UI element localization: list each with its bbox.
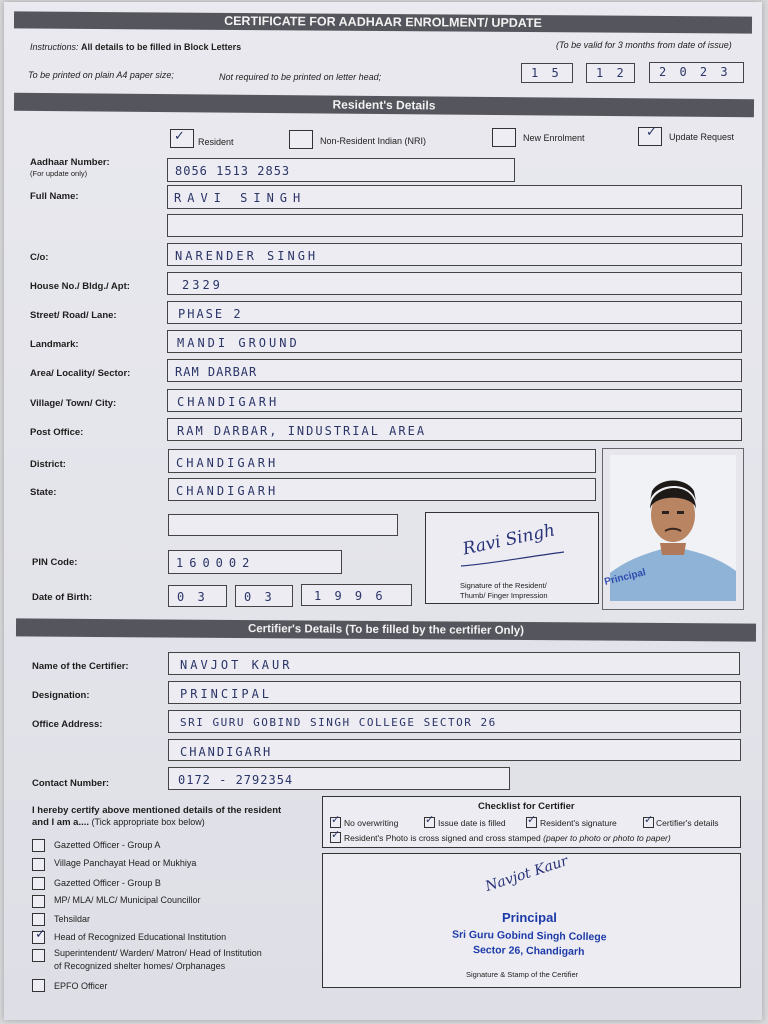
post-office-label: Post Office: — [30, 427, 84, 438]
print-note: To be printed on plain A4 paper size; — [28, 70, 174, 80]
checklist-issue-date: Issue date is filled — [438, 818, 506, 828]
role-label-shelter-head-2: of Recognized shelter homes/ Orphanages — [54, 961, 226, 971]
certifier-name-value: NAVJOT KAUR — [180, 658, 293, 672]
pin-value: 160002 — [176, 556, 256, 570]
village-label: Village/ Town/ City: — [30, 398, 117, 409]
certifier-name-label: Name of the Certifier: — [32, 661, 129, 672]
checklist-photo: Resident's Photo is cross signed and cross stamped (paper to photo or photo to paper) — [344, 833, 671, 843]
role-label-educational-head: Head of Recognized Educational Institution — [54, 932, 227, 942]
blank-field[interactable] — [168, 514, 398, 536]
certify-statement-2: and I am a.... (Tick appropriate box below) — [32, 817, 205, 828]
full-name-value: RAVI SINGH — [174, 191, 307, 205]
post-office-value: RAM DARBAR, INDUSTRIAL AREA — [177, 424, 427, 438]
role-checkbox-panchayat[interactable] — [32, 858, 45, 871]
dob-label: Date of Birth: — [32, 592, 93, 603]
house-value: 2329 — [182, 278, 223, 292]
signature-underline-icon — [459, 550, 569, 570]
office-address-label: Office Address: — [32, 719, 103, 730]
checklist-title: Checklist for Certifier — [478, 801, 575, 812]
co-value: NARENDER SINGH — [175, 249, 319, 263]
street-field[interactable] — [167, 301, 742, 324]
aadhaar-value: 8056 1513 2853 — [175, 164, 291, 178]
contact-label: Contact Number: — [32, 778, 110, 789]
certificate-title: CERTIFICATE FOR AADHAAR ENROLMENT/ UPDATE — [14, 11, 752, 33]
role-checkbox-gazetted-a[interactable] — [32, 839, 45, 852]
village-value: CHANDIGARH — [177, 395, 280, 409]
issue-date-check-icon: ✓ — [425, 813, 435, 826]
role-checkbox-tehsildar[interactable] — [32, 913, 45, 926]
role-label-gazetted-a: Gazetted Officer - Group A — [54, 840, 161, 850]
certifiers-details-header: Certifier's Details (To be filled by the certifier Only) — [16, 618, 756, 641]
office-address-value: SRI GURU GOBIND SINGH COLLEGE SECTOR 26 — [180, 716, 497, 729]
overwriting-check-icon: ✓ — [331, 813, 341, 826]
dob-month: 0 3 — [244, 590, 275, 604]
signature-caption-1: Signature of the Resident/ — [460, 581, 547, 590]
update-check-icon: ✓ — [646, 125, 657, 140]
contact-value: 0172 - 2792354 — [178, 773, 294, 787]
street-value: PHASE 2 — [178, 307, 243, 321]
aadhaar-label: Aadhaar Number: — [30, 157, 110, 168]
role-checkbox-gazetted-b[interactable] — [32, 877, 45, 890]
street-label: Street/ Road/ Lane: — [30, 310, 117, 321]
photo-stamp: Principal — [603, 567, 647, 588]
state-label: State: — [30, 487, 57, 498]
checklist-signature: Resident's signature — [540, 818, 617, 828]
certifier-details-check-icon: ✓ — [644, 813, 654, 826]
role-label-panchayat: Village Panchayat Head or Mukhiya — [54, 858, 197, 868]
issue-date-day: 1 5 — [531, 66, 562, 80]
residents-details-header: Resident's Details — [14, 93, 754, 117]
role-label-gazetted-b: Gazetted Officer - Group B — [54, 878, 161, 888]
full-name-field-line2[interactable] — [167, 214, 743, 237]
checklist-overwriting: No overwriting — [344, 818, 399, 828]
letterhead-note: Not required to be printed on letter head; — [219, 72, 382, 82]
new-enrolment-checkbox[interactable] — [492, 128, 516, 147]
district-label: District: — [30, 459, 66, 470]
district-value: CHANDIGARH — [176, 456, 279, 470]
checklist-certifier-details: Certifier's details — [656, 818, 719, 828]
update-request-label: Update Request — [669, 132, 735, 142]
resident-option-label: Resident — [198, 137, 234, 147]
house-label: House No./ Bldg./ Apt: — [30, 281, 130, 292]
role-checkbox-shelter-head[interactable] — [32, 949, 45, 962]
dob-year: 1 9 9 6 — [314, 589, 386, 603]
stamp-sector: Sector 26, Chandigarh — [472, 944, 585, 958]
issue-date-year: 2 0 2 3 — [659, 65, 731, 79]
office-address-value-line2: CHANDIGARH — [180, 745, 273, 759]
photo-check-icon: ✓ — [331, 828, 341, 841]
role-checkbox-mp-mla[interactable] — [32, 895, 45, 908]
signature-caption-2: Thumb/ Finger Impression — [460, 591, 548, 600]
resident-check-icon: ✓ — [174, 129, 185, 144]
role-label-tehsildar: Tehsildar — [54, 914, 91, 924]
co-label: C/o: — [30, 252, 49, 263]
role-checkbox-epfo[interactable] — [32, 979, 45, 992]
stamp-caption: Signature & Stamp of the Certifier — [466, 970, 579, 979]
validity-note: (To be valid for 3 months from date of issue) — [556, 40, 732, 50]
stamp-college: Sri Guru Gobind Singh College — [451, 928, 607, 944]
designation-value: PRINCIPAL — [180, 687, 273, 701]
nri-option-label: Non-Resident Indian (NRI) — [320, 136, 427, 146]
certify-statement: I hereby certify above mentioned details of the resident — [32, 805, 282, 816]
designation-label: Designation: — [32, 690, 90, 701]
area-label: Area/ Locality/ Sector: — [30, 368, 131, 379]
certifier-signature: Navjot Kaur — [483, 853, 571, 895]
new-enrolment-label: New Enrolment — [523, 133, 585, 143]
signature-check-icon: ✓ — [527, 813, 537, 826]
role-label-epfo: EPFO Officer — [54, 981, 108, 991]
issue-date-month: 1 2 — [596, 66, 627, 80]
landmark-label: Landmark: — [30, 339, 79, 350]
educational-check-icon: ✓ — [35, 927, 46, 942]
state-value: CHANDIGARH — [176, 484, 279, 498]
certificate-page — [4, 2, 762, 1020]
house-field[interactable] — [167, 272, 742, 295]
role-label-mp-mla: MP/ MLA/ MLC/ Municipal Councillor — [54, 895, 201, 905]
dob-day: 0 3 — [177, 590, 208, 604]
aadhaar-sublabel: (For update only) — [30, 169, 88, 178]
nri-checkbox[interactable] — [289, 130, 313, 149]
pin-label: PIN Code: — [32, 557, 78, 568]
resident-signature: Ravi Singh — [460, 520, 557, 560]
full-name-label: Full Name: — [30, 191, 79, 202]
role-label-shelter-head: Superintendent/ Warden/ Matron/ Head of Institution — [54, 948, 262, 958]
instructions: Instructions: All details to be filled in Block Letters — [30, 42, 242, 52]
area-value: RAM DARBAR — [175, 365, 258, 379]
landmark-value: MANDI GROUND — [177, 336, 300, 350]
stamp-principal: Principal — [502, 910, 557, 925]
